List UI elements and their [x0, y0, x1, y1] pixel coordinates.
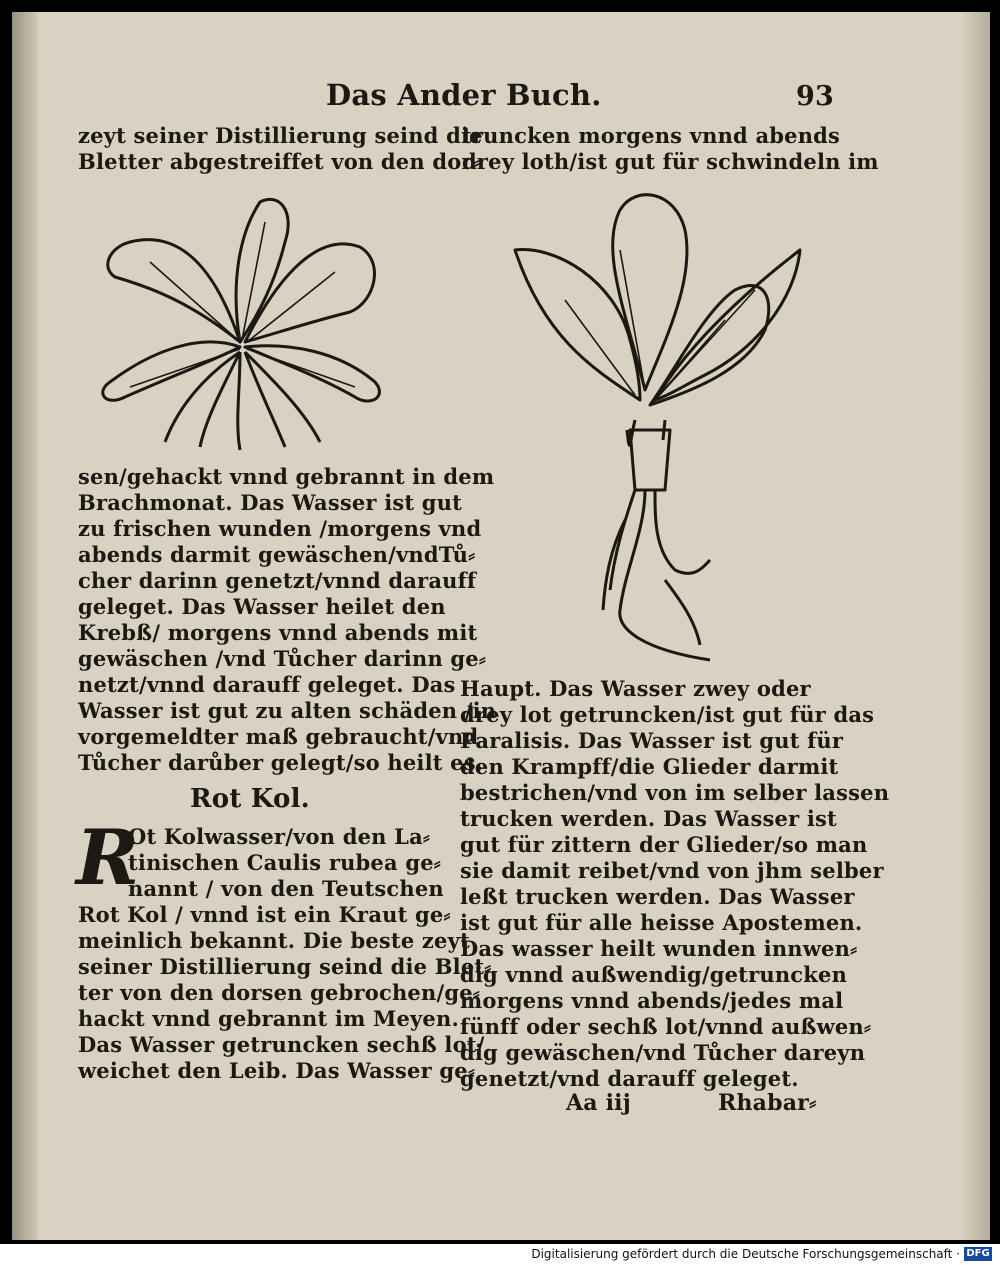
footer-credit: Digitalisierung gefördert durch die Deutsche Forschungsgemeinschaft ·	[531, 1247, 960, 1261]
text-line: Brachmonat. Das Wasser ist gut	[78, 490, 463, 515]
dfg-logo: DFG	[964, 1247, 992, 1261]
text-line: abends darmit gewäschen/vndTů⸗	[78, 542, 476, 567]
text-line: gewäschen /vnd Tůcher darinn ge⸗	[78, 646, 487, 671]
text-line: Haupt. Das Wasser zwey oder	[460, 676, 811, 701]
running-head: Das Ander Buch.	[326, 78, 602, 112]
text-line: gut für zittern der Glieder/so man	[460, 832, 868, 857]
drop-initial: R	[76, 813, 140, 902]
text-line: Krebß/ morgens vnnd abends mit	[78, 620, 478, 645]
text-line: tinischen Caulis rubea ge⸗	[128, 850, 441, 875]
text-line: meinlich bekannt. Die beste zeyt	[78, 928, 470, 953]
text-line: geleget. Das Wasser heilet den	[78, 594, 446, 619]
text-line: sie damit reibet/vnd von jhm selber	[460, 858, 884, 883]
text-line: vorgemeldter maß gebraucht/vnd	[78, 724, 479, 749]
catchword: Rhabar⸗	[718, 1090, 817, 1116]
text-line: Das wasser heilt wunden innwen⸗	[460, 936, 858, 961]
page-gutter-shadow	[12, 12, 38, 1240]
text-line: dig vnnd außwendig/getruncken	[460, 962, 848, 987]
section-title: Rot Kol.	[190, 784, 310, 814]
text-line: zeyt seiner Distillierung seind die	[78, 123, 483, 148]
text-line: morgens vnnd abends/jedes mal	[460, 988, 844, 1013]
text-line: den Krampff/die Glieder darmit	[460, 754, 839, 779]
text-line: weichet den Leib. Das Wasser ge⸗	[78, 1058, 476, 1083]
text-line: Paralisis. Das Wasser ist gut für	[460, 728, 844, 753]
text-line: genetzt/vnd darauff geleget.	[460, 1066, 799, 1091]
text-line: Rot Kol / vnnd ist ein Kraut ge⸗	[78, 902, 451, 927]
text-line: netzt/vnnd darauff geleget. Das	[78, 672, 456, 697]
text-line: nannt / von den Teutschen	[128, 876, 444, 901]
text-line: dig gewäschen/vnd Tůcher dareyn	[460, 1040, 866, 1065]
text-line: Bletter abgestreiffet von den dor⸗	[78, 149, 480, 174]
text-line: ter von den dorsen gebrochen/ge⸗	[78, 980, 480, 1005]
text-line: cher darinn genetzt/vnnd darauff	[78, 568, 477, 593]
woodcut-plant-right	[505, 190, 805, 668]
signature-mark: Aa iij	[566, 1090, 631, 1116]
text-line: sen/gehackt vnnd gebrannt in dem	[78, 464, 495, 489]
text-line: bestrichen/vnd von im selber lassen	[460, 780, 890, 805]
text-line: hackt vnnd gebrannt im Meyen.	[78, 1006, 459, 1031]
text-line: fünff oder sechß lot/vnnd außwen⸗	[460, 1014, 872, 1039]
text-line: Ot Kolwasser/von den La⸗	[128, 824, 431, 849]
text-line: drey lot getruncken/ist gut für das	[460, 702, 875, 727]
text-line: drey loth/ist gut für schwindeln im	[462, 149, 879, 174]
text-line: truncken morgens vnnd abends	[462, 123, 841, 148]
text-line: zu frischen wunden /morgens vnd	[78, 516, 482, 541]
text-line: trucken werden. Das Wasser ist	[460, 806, 837, 831]
text-line: leßt trucken werden. Das Wasser	[460, 884, 855, 909]
text-line: Das Wasser getruncken sechß lot/	[78, 1032, 485, 1057]
woodcut-plant-left	[90, 192, 390, 454]
page-right-edge	[962, 12, 990, 1240]
text-line: Wasser ist gut zu alten schäden /in	[78, 698, 497, 723]
folio-number: 93	[796, 81, 834, 112]
text-line: seiner Distillierung seind die Blet⸗	[78, 954, 492, 979]
text-line: Tůcher darůber gelegt/so heilt es.	[78, 750, 484, 775]
text-line: ist gut für alle heisse Apostemen.	[460, 910, 863, 935]
